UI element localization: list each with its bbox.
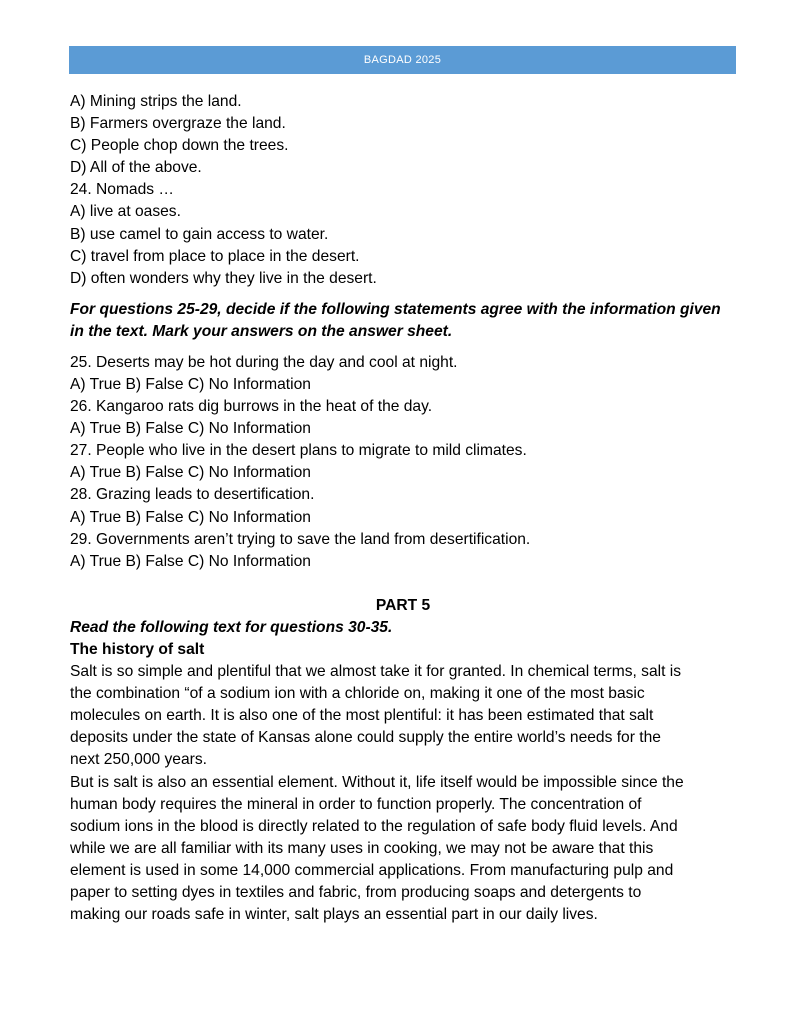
paragraph-line: deposits under the state of Kansas alone could supply the entire world’s needs for the <box>70 729 661 747</box>
reading-instruction: Read the following text for questions 30-35. <box>70 618 393 636</box>
question-text: 24. Nomads … <box>70 181 175 199</box>
option-line: D) All of the above. <box>70 159 202 177</box>
question-text: 29. Governments aren’t trying to save the land from desertification. <box>70 530 531 548</box>
instruction-line: in the text. Mark your answers on the answer sheet. <box>70 322 453 340</box>
question-text: 25. Deserts may be hot during the day and cool at night. <box>70 353 458 371</box>
option-line: C) travel from place to place in the desert. <box>70 247 360 265</box>
header-title: BAGDAD 2025 <box>363 54 442 66</box>
answer-options: A) True B) False C) No Information <box>70 552 311 570</box>
question-text: 27. People who live in the desert plans to migrate to mild climates. <box>70 442 527 460</box>
answer-options: A) True B) False C) No Information <box>70 375 311 393</box>
paragraph-line: element is used in some 14,000 commercial applications. From manufacturing pulp and <box>70 861 674 879</box>
paragraph-line: Salt is so simple and plentiful that we almost take it for granted. In chemical terms, salt is <box>70 663 682 681</box>
q23-options <box>70 91 736 179</box>
option-line: B) use camel to gain access to water. <box>70 225 329 243</box>
paragraph-line: But is salt is also an essential element. Without it, life itself would be impossible since the <box>70 773 684 791</box>
part-title: PART 5 <box>375 596 431 614</box>
paragraph-2 <box>70 772 736 927</box>
paragraph-line: sodium ions in the blood is directly related to the regulation of safe body fluid levels. And <box>70 817 678 835</box>
paragraph-line: next 250,000 years. <box>70 751 207 769</box>
paragraph-line: paper to setting dyes in textiles and fabric, from producing soaps and detergents to <box>70 884 642 901</box>
paragraph-line: while we are all familiar with its many uses in cooking, we may not be aware that this <box>70 839 654 857</box>
question-text: 26. Kangaroo rats dig burrows in the heat of the day. <box>70 398 433 416</box>
option-line: A) live at oases. <box>70 203 181 221</box>
option-line: C) People chop down the trees. <box>70 137 289 155</box>
paragraph-line: molecules on earth. It is also one of the most plentiful: it has been estimated that salt <box>70 707 654 725</box>
text-title: The history of salt <box>70 640 205 658</box>
instruction-line: For questions 25-29, decide if the following statements agree with the information given <box>70 300 721 318</box>
document-body <box>70 91 736 926</box>
section-instruction <box>70 299 736 343</box>
paragraph-line: making our roads safe in winter, salt plays an essential part in our daily lives. <box>70 906 598 924</box>
q24-block <box>70 179 736 289</box>
option-line: A) Mining strips the land. <box>70 93 242 110</box>
answer-options: A) True B) False C) No Information <box>70 508 311 526</box>
true-false-questions <box>70 352 736 573</box>
option-line: D) often wonders why they live in the desert. <box>70 269 377 287</box>
question-text: 28. Grazing leads to desertification. <box>70 486 315 504</box>
paragraph-line: the combination “of a sodium ion with a chloride on, making it one of the most basic <box>70 685 645 703</box>
paragraph-line: human body requires the mineral in order to function properly. The concentration of <box>70 795 642 813</box>
answer-options: A) True B) False C) No Information <box>70 420 311 438</box>
paragraph-1 <box>70 661 736 771</box>
answer-options: A) True B) False C) No Information <box>70 464 311 482</box>
page-header-bar <box>69 46 736 74</box>
option-line: B) Farmers overgraze the land. <box>70 115 286 133</box>
